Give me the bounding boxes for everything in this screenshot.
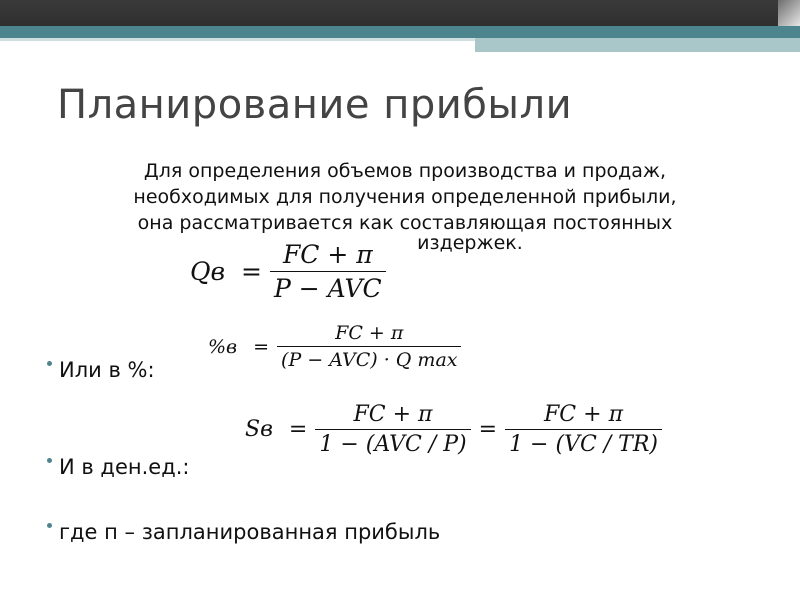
formula-sv-lhs: Sв: [245, 417, 273, 442]
header-bar-teal: [0, 26, 800, 38]
intro-line-1: Для определения объемов производства и продаж,: [143, 160, 667, 182]
bullet-item-money: [47, 455, 189, 479]
formula-sv-fraction-2: [505, 402, 662, 457]
formula-sv: [245, 402, 662, 457]
formula-sv-equals-1: =: [288, 417, 308, 442]
intro-paragraph: [65, 158, 745, 256]
formula-qv-denominator: P − AVC: [270, 271, 386, 303]
formula-pct-fraction: [277, 322, 461, 371]
header-bar-thin: [0, 38, 475, 41]
formula-sv-equals-2: =: [478, 417, 498, 442]
formula-pct: [208, 322, 461, 371]
slide-title: Планирование прибыли: [57, 82, 573, 128]
formula-pct-numerator: FC + π: [335, 322, 404, 344]
formula-pct-denominator: (P − AVC) · Q max: [277, 346, 461, 371]
bullet-text: где п – запланированная прибыль: [59, 520, 441, 544]
formula-sv-denominator-1: 1 − (AVC / P): [315, 429, 470, 457]
bullet-text: И в ден.ед.:: [59, 455, 190, 479]
header-bar-light: [475, 38, 800, 52]
formula-pct-equals: =: [253, 335, 270, 358]
formula-qv: [190, 240, 386, 303]
formula-sv-denominator-2: 1 − (VC / TR): [505, 429, 662, 457]
formula-qv-lhs: Qв: [190, 257, 226, 286]
header-bar-dark: [0, 0, 800, 26]
intro-line-4: издержек.: [417, 232, 523, 254]
formula-sv-numerator-2: FC + π: [544, 402, 624, 427]
formula-sv-fraction-1: [315, 402, 470, 457]
bullet-item-percent: [47, 358, 155, 382]
bullet-dot-icon: [47, 523, 52, 528]
formula-qv-equals: =: [241, 257, 262, 286]
bullet-text: Или в %:: [59, 358, 155, 382]
formula-qv-numerator: FC + π: [282, 240, 373, 269]
formula-qv-fraction: [270, 240, 386, 303]
bullet-dot-icon: [47, 458, 52, 463]
bullet-dot-icon: [47, 361, 52, 366]
intro-line-3: она рассматривается как составляющая постоянных: [137, 212, 673, 234]
formula-pct-lhs: %в: [208, 335, 238, 358]
intro-line-2: необходимых для получения определенной прибыли,: [133, 186, 677, 208]
formula-sv-numerator-1: FC + π: [353, 402, 433, 427]
corner-fold-decoration: [778, 0, 800, 26]
bullet-item-profit-definition: [47, 520, 440, 544]
